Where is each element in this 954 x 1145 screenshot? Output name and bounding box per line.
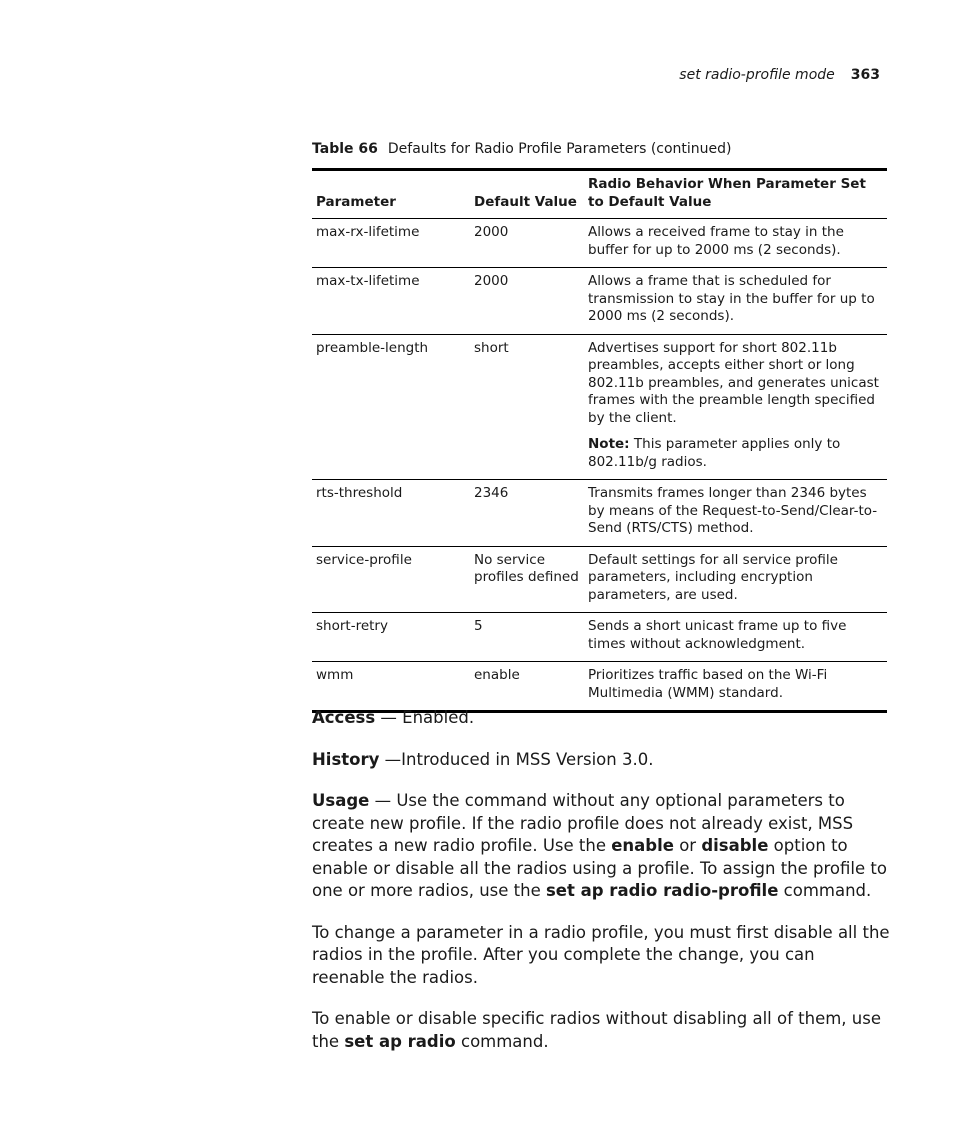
usage-text: option to enable or disable all the radios using a profile. To assign the profile to one or more radios, use the — [312, 836, 887, 900]
table-row — [312, 546, 887, 613]
param-cell: service-profile — [312, 546, 470, 613]
behavior-cell: Sends a short unicast frame up to five times without acknowledgment. — [584, 613, 887, 662]
behavior-cell: Prioritizes traffic based on the Wi-Fi Multimedia (WMM) standard. — [584, 662, 887, 712]
table-row — [312, 268, 887, 335]
behavior-cell — [584, 334, 887, 480]
table-row — [312, 334, 887, 480]
page-number: 363 — [850, 67, 880, 83]
history-paragraph — [312, 749, 892, 772]
access-paragraph — [312, 707, 892, 730]
default-cell: 2000 — [470, 268, 584, 335]
default-cell: short — [470, 334, 584, 480]
change-paragraph: To change a parameter in a radio profile, you must first disable all the radios in the profile. After you complete the change, you can reenable the radios. — [312, 922, 890, 987]
param-cell: rts-threshold — [312, 480, 470, 547]
column-header-parameter: Parameter — [312, 170, 470, 219]
param-cell: preamble-length — [312, 334, 470, 480]
enable-keyword: enable — [611, 836, 674, 855]
history-text: —Introduced in MSS Version 3.0. — [379, 749, 654, 769]
param-cell: short-retry — [312, 613, 470, 662]
command-keyword: set ap radio radio-profile — [545, 881, 779, 900]
behavior-text: Advertises support for short 802.11b preambles, accepts either short or long 802.11b preambles, and generates unicast frames with the preamble length specified by the client. — [588, 339, 879, 426]
access-label: Access — [312, 708, 376, 727]
section-title: set radio-profile mode — [679, 67, 835, 83]
behavior-cell: Transmits frames longer than 2346 bytes by means of the Request-to-Send/Clear-to-Send (RTS/CTS) method. — [584, 480, 887, 547]
access-text: — Enabled. — [375, 708, 475, 727]
note — [588, 436, 883, 471]
default-cell: No service profiles defined — [470, 546, 584, 613]
table-title: Defaults for Radio Profile Parameters (continued) — [387, 141, 732, 157]
running-header — [679, 67, 880, 83]
usage-text: command. — [778, 881, 872, 900]
history-label: History — [312, 749, 380, 769]
default-cell: 2000 — [474, 224, 509, 240]
table-header-row — [312, 170, 887, 219]
paragraph-text: command. — [455, 1031, 549, 1051]
behavior-cell: Allows a frame that is scheduled for transmission to stay in the buffer for up to 2000 ms (2 seconds). — [584, 268, 887, 335]
behavior-cell: Allows a received frame to stay in the buffer for up to 2000 ms (2 seconds). — [588, 224, 844, 258]
usage-label: Usage — [312, 791, 370, 810]
note-text: This parameter applies only to 802.11b/g radios. — [588, 436, 841, 470]
behavior-cell: Default settings for all service profile parameters, including encryption parameters, are used. — [584, 546, 887, 613]
usage-paragraph — [312, 790, 892, 903]
paragraph-text: To enable or disable specific radios without disabling all of them, use the — [312, 1009, 881, 1051]
usage-text: — Use the command without any optional parameters to create new profile. If the radio profile does not already exist, MSS creates a new radio profile. Use the — [312, 791, 854, 855]
column-header-behavior: Radio Behavior When Parameter Set to Default Value — [584, 170, 887, 219]
specific-radios-paragraph — [312, 1008, 892, 1053]
table-row — [312, 480, 887, 547]
usage-text: or — [673, 836, 702, 855]
command-keyword: set ap radio — [344, 1031, 456, 1051]
table-caption — [312, 141, 732, 157]
param-cell: max-rx-lifetime — [316, 224, 420, 240]
table-row — [312, 613, 887, 662]
defaults-table — [312, 168, 887, 713]
table-number: Table 66 — [312, 141, 378, 157]
param-cell: max-tx-lifetime — [312, 268, 470, 335]
default-cell: enable — [470, 662, 584, 712]
param-cell: wmm — [312, 662, 470, 712]
default-cell: 5 — [470, 613, 584, 662]
table-row — [312, 662, 887, 712]
note-label: Note: — [588, 436, 630, 452]
body-text — [312, 707, 892, 1072]
default-cell: 2346 — [470, 480, 584, 547]
table-row — [312, 219, 887, 268]
disable-keyword: disable — [701, 836, 769, 855]
column-header-default: Default Value — [470, 170, 584, 219]
